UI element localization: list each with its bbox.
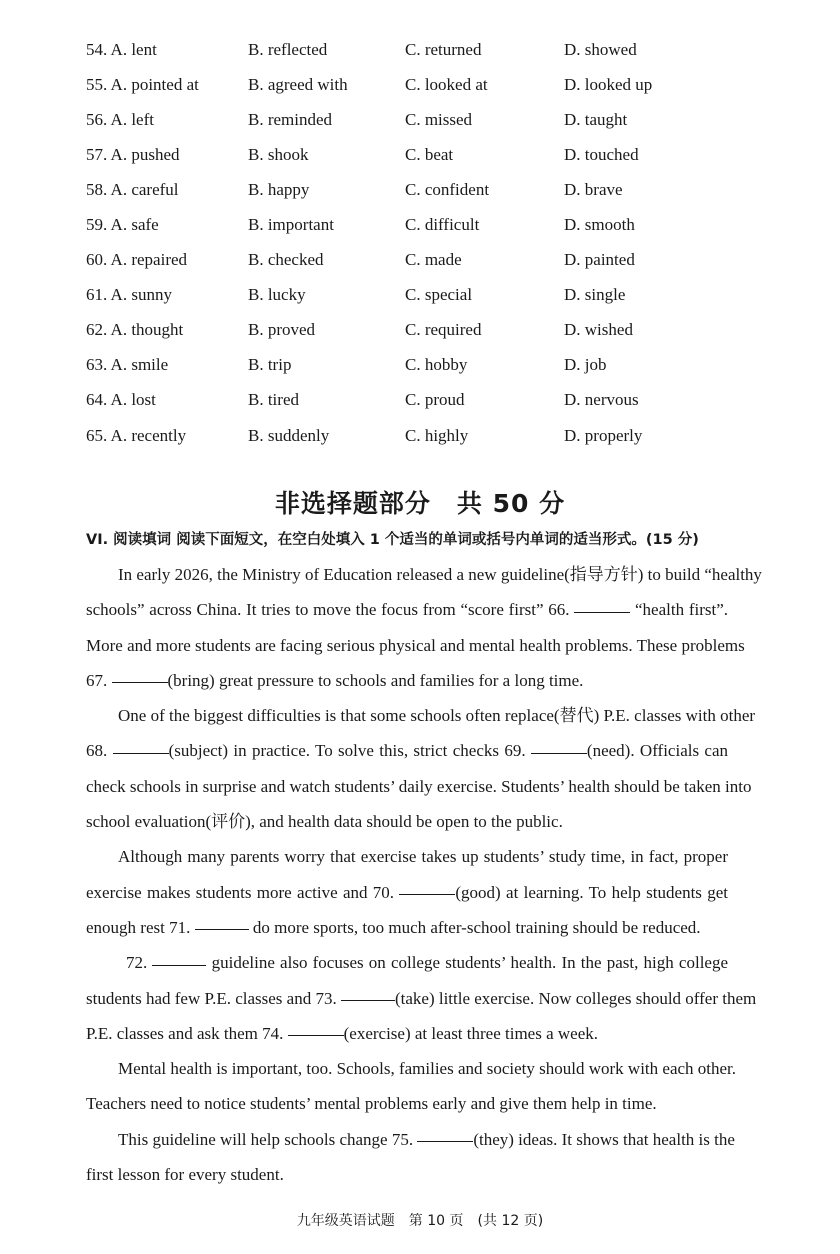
passage-line: students had few P.E. classes and 73. (take) little exercise. Now colleges should offer them bbox=[86, 988, 757, 1008]
option-d: D. painted bbox=[564, 250, 635, 270]
option-c: C. made bbox=[405, 250, 462, 270]
passage-line: Teachers need to notice students’ mental problems early and give them help in time. bbox=[86, 1094, 657, 1114]
option-c: C. beat bbox=[405, 144, 454, 164]
passage-line: school evaluation(评价), and health data should be open to the public. bbox=[86, 812, 563, 832]
option-d: D. showed bbox=[564, 39, 637, 59]
option-d: D. touched bbox=[564, 144, 639, 164]
option-d: D. taught bbox=[564, 109, 628, 129]
option-b: B. important bbox=[248, 215, 334, 235]
question-option-row bbox=[86, 418, 766, 453]
option-a: 59. A. safe bbox=[86, 215, 159, 235]
question-option-row bbox=[86, 278, 766, 313]
option-c: C. difficult bbox=[405, 215, 480, 235]
passage-line: schools” across China. It tries to move the focus from “score first” 66. “health first”. bbox=[86, 600, 729, 620]
option-a: 58. A. careful bbox=[86, 179, 179, 199]
option-d: D. wished bbox=[564, 320, 633, 340]
option-d: D. single bbox=[564, 285, 626, 305]
passage-line: Mental health is important, too. Schools, families and society should work with each other. bbox=[118, 1059, 737, 1079]
option-b: B. shook bbox=[248, 144, 309, 164]
choice-options-list bbox=[86, 32, 766, 453]
option-a: 54. A. lent bbox=[86, 39, 157, 59]
answer-blank-74[interactable] bbox=[288, 1034, 344, 1036]
option-c: C. looked at bbox=[405, 74, 488, 94]
question-option-row bbox=[86, 243, 766, 278]
question-option-row bbox=[86, 102, 766, 137]
answer-blank-71[interactable] bbox=[195, 928, 249, 930]
option-b: B. agreed with bbox=[248, 74, 348, 94]
option-d: D. looked up bbox=[564, 74, 653, 94]
question-option-row bbox=[86, 172, 766, 207]
answer-blank-68[interactable] bbox=[113, 752, 169, 754]
option-b: B. happy bbox=[248, 179, 310, 199]
passage-line: enough rest 71. do more sports, too much after-school training should be reduced. bbox=[86, 917, 701, 937]
option-a: 57. A. pushed bbox=[86, 144, 180, 164]
section-title: 非选择题部分 共 50 分 bbox=[274, 489, 566, 518]
option-a: 63. A. smile bbox=[86, 355, 169, 375]
option-b: B. proved bbox=[248, 320, 316, 340]
question-option-row bbox=[86, 348, 766, 383]
option-a: 65. A. recently bbox=[86, 425, 187, 445]
option-a: 62. A. thought bbox=[86, 320, 184, 340]
option-b: B. reflected bbox=[248, 39, 328, 59]
question-option-row bbox=[86, 67, 766, 102]
option-c: C. hobby bbox=[405, 355, 468, 375]
question-option-row bbox=[86, 32, 766, 67]
option-b: B. tired bbox=[248, 390, 299, 410]
option-c: C. proud bbox=[405, 390, 465, 410]
answer-blank-69[interactable] bbox=[531, 752, 587, 754]
option-b: B. reminded bbox=[248, 109, 333, 129]
option-a: 64. A. lost bbox=[86, 390, 156, 410]
passage-line: P.E. classes and ask them 74. (exercise) at least three times a week. bbox=[86, 1023, 599, 1043]
option-b: B. suddenly bbox=[248, 425, 330, 445]
option-c: C. highly bbox=[405, 425, 469, 445]
option-c: C. missed bbox=[405, 109, 473, 129]
option-d: D. brave bbox=[564, 179, 623, 199]
page-footer: 九年级英语试题 第 10 页 (共 12 页) bbox=[296, 1213, 544, 1229]
answer-blank-66[interactable] bbox=[574, 611, 630, 613]
passage-line: 68. (subject) in practice. To solve this, strict checks 69. (need). Officials can bbox=[86, 741, 729, 761]
passage-line: In early 2026, the Ministry of Education released a new guideline(指导方针) to build “healthy bbox=[118, 565, 762, 584]
passage-line: 72. guideline also focuses on college students’ health. In the past, high college bbox=[126, 953, 729, 973]
passage-line: exercise makes students more active and 70. (good) at learning. To help students get bbox=[86, 882, 728, 902]
option-d: D. smooth bbox=[564, 215, 635, 235]
option-a: 61. A. sunny bbox=[86, 285, 172, 305]
passage-line: Although many parents worry that exercise takes up students’ study time, in fact, proper bbox=[118, 847, 728, 867]
passage-line: More and more students are facing serious physical and mental health problems. These problems bbox=[86, 635, 745, 655]
answer-blank-72[interactable] bbox=[152, 964, 206, 966]
passage-line: This guideline will help schools change 75. (they) ideas. It shows that health is the bbox=[118, 1129, 735, 1149]
option-c: C. returned bbox=[405, 39, 482, 59]
option-c: C. confident bbox=[405, 179, 490, 199]
option-c: C. special bbox=[405, 285, 473, 305]
passage-line: 67. (bring) great pressure to schools and families for a long time. bbox=[86, 670, 584, 690]
answer-blank-70[interactable] bbox=[399, 893, 455, 895]
question-option-row bbox=[86, 207, 766, 242]
question-option-row bbox=[86, 137, 766, 172]
question-option-row bbox=[86, 313, 766, 348]
option-b: B. trip bbox=[248, 355, 292, 375]
option-c: C. required bbox=[405, 320, 482, 340]
option-b: B. checked bbox=[248, 250, 324, 270]
answer-blank-67[interactable] bbox=[112, 681, 168, 683]
passage-line: One of the biggest difficulties is that some schools often replace(替代) P.E. classes with other bbox=[118, 706, 756, 726]
passage-line: first lesson for every student. bbox=[86, 1165, 284, 1185]
answer-blank-73[interactable] bbox=[341, 999, 395, 1001]
option-d: D. nervous bbox=[564, 390, 639, 410]
reading-passage bbox=[86, 557, 762, 1192]
option-b: B. lucky bbox=[248, 285, 306, 305]
option-a: 56. A. left bbox=[86, 109, 154, 129]
option-a: 55. A. pointed at bbox=[86, 74, 199, 94]
option-d: D. properly bbox=[564, 425, 643, 445]
answer-blank-75[interactable] bbox=[417, 1140, 473, 1142]
option-d: D. job bbox=[564, 355, 607, 375]
passage-line: check schools in surprise and watch students’ daily exercise. Students’ health should be taken into bbox=[86, 776, 752, 796]
question-option-row bbox=[86, 383, 766, 418]
option-a: 60. A. repaired bbox=[86, 250, 188, 270]
section-instruction: VI. 阅读填词 阅读下面短文，在空白处填入 1 个适当的单词或括号内单词的适当形式。(15 分) bbox=[86, 532, 699, 548]
